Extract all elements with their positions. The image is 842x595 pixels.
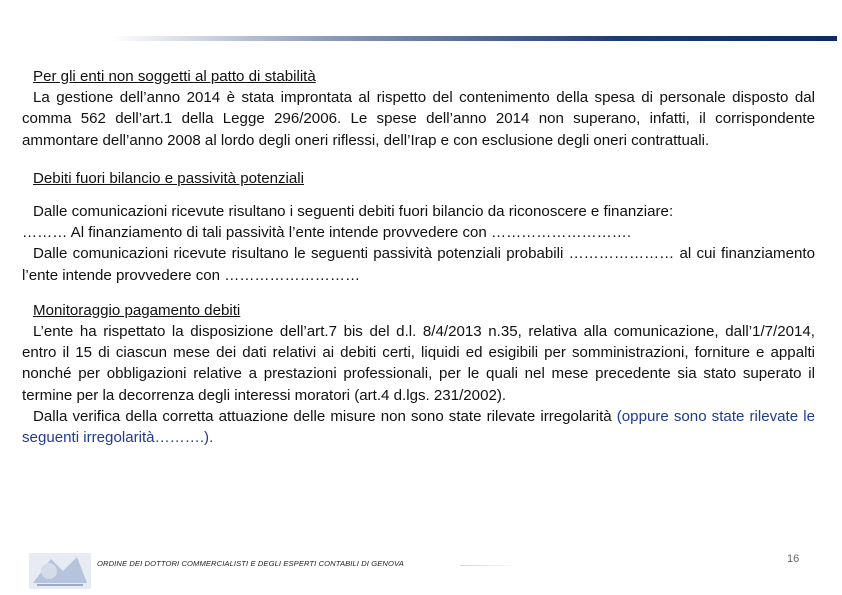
page-number: 16 xyxy=(787,553,800,565)
paragraph-verifica xyxy=(22,406,815,448)
footer-org-name: ORDINE DEI DOTTORI COMMERCIALISTI E DEGLI ESPERTI CONTABILI DI GENOVA xyxy=(97,559,404,568)
paragraph-gestione: La gestione dell’anno 2014 è stata improntata al rispetto del contenimento della spesa di personale disposto dal comma 562 dell’art.1 della Legge 296/2006. Le spese dell’anno 2014 non superano, infatti, il corrispondente ammontare dell’anno 2008 al lordo degli oneri riflessi, dell’Irap e con esclusione degli oneri contrattuali. xyxy=(22,89,815,149)
document-body xyxy=(22,66,815,448)
section-heading-debiti: Debiti fuori bilancio e passività potenziali xyxy=(33,169,304,187)
section-heading-monitoraggio: Monitoraggio pagamento debiti xyxy=(33,301,241,319)
verifica-text: Dalla verifica della corretta attuazione delle misure non sono state rilevate irregolarità xyxy=(33,407,612,425)
footer-divider xyxy=(460,565,520,566)
order-logo-icon xyxy=(29,553,91,589)
top-decorative-rule xyxy=(110,36,837,41)
paragraph-monitoraggio: L’ente ha rispettato la disposizione dell’art.7 bis del d.l. 8/4/2013 n.35, relativa alla comunicazione, dall’1/7/2014, entro il 15 di ciascun mese dei dati relativi ai debiti certi, liquidi ed esigibili per somministrazioni, forniture e appalti nonché per obbligazioni relative a prestazioni professionali, per le quali nel mese precedente sia stato superato il termine per la decorrenza degli interessi moratori (art.4 d.lgs. 231/2002). xyxy=(22,323,815,404)
section-heading-patto: Per gli enti non soggetti al patto di stabilità xyxy=(33,68,316,85)
paragraph-debiti-line1: Dalle comunicazioni ricevute risultano i seguenti debiti fuori bilancio da riconoscere e finanziare: xyxy=(33,203,674,221)
paragraph-passivita: Dalle comunicazioni ricevute risultano le seguenti passività potenziali probabili ………………… al cui finanziamento l’ente intende provvedere con ……………………… xyxy=(22,245,815,284)
verifica-alternative: (oppure sono state rilevate le seguenti irregolarità……….). xyxy=(22,407,815,447)
paragraph-debiti-line2: ……… Al finanziamento di tali passività l’ente intende provvedere con ………………………. xyxy=(22,224,632,242)
